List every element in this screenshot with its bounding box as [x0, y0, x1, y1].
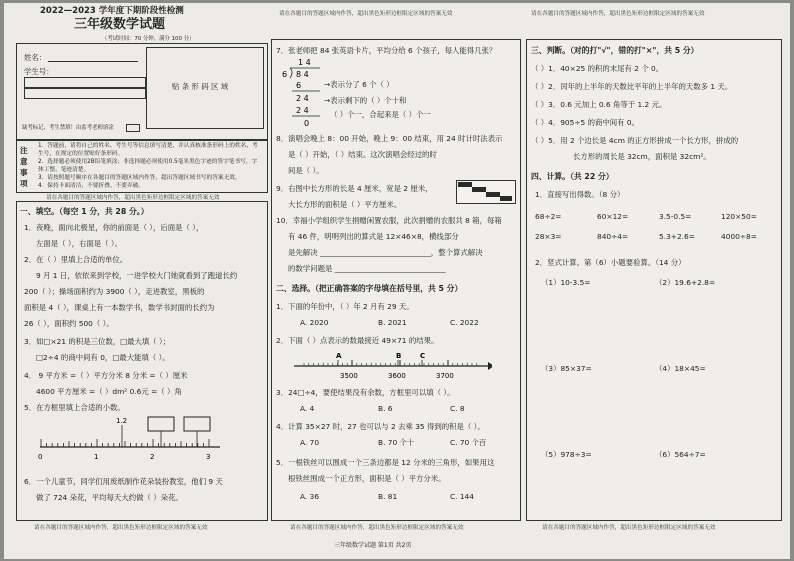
division-step-3: 2 4: [296, 106, 309, 115]
section-choice-title: 二、选择。（把正确答案的字母填在括号里，共 5 分）: [276, 284, 463, 293]
section-fill-blank-title: 一、填空。（每空 1 分，共 28 分。）: [20, 207, 149, 216]
section-calc-title: 四、计算。（共 22 分）: [531, 172, 614, 181]
choice-5-option-a[interactable]: A. 36: [300, 492, 320, 501]
q4-line-1: 4． 9 平方米 =（ ）平方分米 8 分米 =（ ）厘米: [24, 371, 188, 380]
tick-label-3700: 3700: [436, 372, 454, 380]
vertical-calc-title: 2．竖式计算。第（6）小题要验算。（14 分）: [535, 258, 686, 267]
q8-line-2: 是（ ）开始，（ ）结束。这次演唱会经过的时: [288, 150, 437, 159]
choice-5-option-c[interactable]: C. 144: [450, 492, 474, 501]
oral-2: 60×12=: [597, 212, 629, 221]
choice-4-option-b[interactable]: B. 70 个十: [378, 438, 415, 447]
judge-2: （ ）2．闰年的上半年的天数比平年的上半年的天数多 1 天。: [531, 82, 733, 91]
boundary-note-col1-top: 请在各题目的答题区域内作答，超出黑色矩形边框限定区域的答案无效: [46, 195, 220, 201]
notice-item-1: 1．答题前，请将自己的姓名、考生号等信息填写清楚，并认真核准条形码上的姓名、考生号，在规定的位置贴好条形码。: [38, 143, 258, 157]
q4-line-2: 4600 平方厘米 =（ ）dm² 0.6元 =（ ）角: [36, 387, 182, 396]
q8-line-3: 间是（ ）。: [288, 166, 324, 175]
figure-strip-3: [486, 192, 500, 197]
judge-4: （ ）4．905÷5 的商中间有 0。: [531, 118, 639, 127]
q3-line-1: 3．如□×21 的积是三位数，□最大填（ ）；: [24, 337, 171, 346]
judge-3: （ ）3．0.6 元加上 0.6 角等于 1.2 元。: [531, 100, 667, 109]
long-division: [280, 56, 340, 134]
answer-box-1[interactable]: [148, 417, 174, 431]
ruler-minor-ticks: [41, 439, 209, 447]
vertical-1: （1）10-3.5=: [541, 278, 591, 287]
choice-3-option-c[interactable]: C. 8: [450, 404, 465, 413]
q10-line-2: 有 46 件，明明列出的算式是 12×46×8，横线部分: [288, 232, 459, 241]
ruler-label: 1.2: [116, 417, 128, 425]
choice-5-line-1: 5．一根铁丝可以围成一个三条边都是 12 分米的三角形，如果用这: [276, 458, 495, 467]
choice-3-option-b[interactable]: B. 6: [378, 404, 393, 413]
choice-4-prompt: 4．计算 35×27 时，27 也可以与 2 去乘 35 得到的积是（ ）。: [276, 422, 485, 431]
q1-line-1: 1．夜晚，面向北极星，你的前面是（ ），后面是（ ），: [24, 223, 204, 232]
vertical-5: （5）978÷3=: [541, 450, 592, 459]
column-2: [271, 39, 521, 521]
page-footer: 三年级数学试题 第1页 共2页: [334, 542, 412, 549]
boundary-note-bottom-mid: 请在各题目的答题区域内作答，超出黑色矩形边框限定区域的答案无效: [290, 525, 464, 531]
q8-line-1: 8．演唱会晚上 8：00 开始，晚上 9：00 结束，用 24 时计时法表示: [276, 134, 503, 143]
ruler-tick-3: 3: [206, 453, 211, 461]
choice-3-prompt: 3．24□÷4，要使结果没有余数，方框里可以填（ ）。: [276, 388, 455, 397]
page-title: 三年级数学试题: [74, 17, 166, 32]
q5-prompt: 5．在方框里填上合适的小数。: [24, 403, 125, 412]
q10-line-1: 10．幸福小学组织学生捐赠闲置农服，此次捐赠的农服共 8 箱，每箱: [276, 216, 502, 225]
q6-line-2: 做了 724 朵花，平均每天大约做（ ）朵花。: [36, 493, 183, 502]
vertical-6: （6）564÷7=: [655, 450, 706, 459]
point-c-label: C: [420, 352, 426, 360]
division-quotient: 1 4: [298, 58, 311, 67]
choice-2-prompt: 2．下面（ ）点表示的数最接近 49×71 的结果。: [276, 336, 439, 345]
student-no-grid-2[interactable]: [24, 87, 146, 99]
choice-1-option-c[interactable]: C. 2022: [450, 318, 479, 327]
notice-item-4: 4．保持卡面清洁，不要折叠、不要弄破。: [38, 183, 144, 189]
q10-line-3: 是先解决 ______________________________，整个算式解决: [288, 248, 483, 257]
q9-line-2: 大长方形的面积是（ ）平方厘米。: [288, 200, 402, 209]
column-3: [526, 39, 782, 521]
ruler-tick-0: 0: [38, 453, 43, 461]
oral-4: 120×50=: [721, 212, 757, 221]
q7-blank-1: →表示分了 6 个（ ）: [324, 80, 394, 89]
boundary-note-top-mid: 请在各题目的答题区域内作答，超出黑色矩形边框限定区域的答案无效: [279, 11, 453, 17]
division-divisor: 6: [282, 70, 288, 79]
absent-checkbox[interactable]: [126, 124, 140, 132]
division-step-4: 0: [304, 119, 310, 128]
point-a-label: A: [336, 352, 342, 360]
oral-8: 4000÷8=: [721, 232, 757, 241]
choice-1-prompt: 1．下面的年份中，（ ）年 2 月有 29 天。: [276, 302, 414, 311]
division-step-1: 6: [296, 81, 302, 90]
judge-1: （ ）1．40×25 的积的末尾有 2 个 0。: [531, 64, 664, 73]
judge-5-cont: 长方形的周长是 32cm，面积是 32cm²。: [573, 152, 711, 161]
division-step-2: 2 4: [296, 94, 309, 103]
oral-6: 840÷4=: [597, 232, 629, 241]
q2-line-4: 面积是 4（ ），课桌上有一本数学书，数学书封面的长约为: [24, 303, 215, 312]
column-1: [16, 17, 268, 521]
choice-5-line-2: 根铁丝围成一个正方形，面积是（ ）平方分米。: [288, 474, 446, 483]
judge-5: （ ）5．用 2 个边长是 4cm 的正方形拼成一个长方形，拼成的: [531, 136, 739, 145]
choice-1-option-a[interactable]: A. 2020: [300, 318, 329, 327]
section-judge-title: 三、判断。（对的打"√"，错的打"×"，共 5 分）: [531, 46, 699, 55]
notice-item-2: 2．选择题必须使用2B铅笔填涂；非选择题必须使用0.5毫米黑色字迹的签字笔书写，字体工整、笔迹清楚。: [38, 159, 258, 173]
oral-3: 3.5-0.5=: [659, 212, 692, 221]
q1-line-2: 左面是（ ），右面是（ ）。: [36, 239, 122, 248]
notice-item-3: 3．请按照题号顺序在各题目的答题区域内作答，超出答题区域书写的答案无效。: [38, 175, 241, 181]
notice-label: 注意事项: [20, 146, 28, 188]
q2-line-5: 26（ ），面积约 500（ ）。: [24, 319, 114, 328]
division-dividend: 8 4: [296, 70, 309, 79]
exam-sheet: [4, 3, 790, 559]
number-line-ruler: [36, 413, 226, 465]
absent-note: 缺考标记，考生禁填！由监考老师填涂: [22, 125, 114, 131]
barcode-area-label: 贴 条 形 码 区 域: [172, 82, 229, 91]
figure-strip-1: [458, 182, 472, 187]
q9-line-1: 9．右图中长方形的长是 4 厘米，宽是 2 厘米，: [276, 184, 433, 193]
answer-box-2[interactable]: [184, 417, 210, 431]
choice-2-number-line: [292, 348, 492, 382]
choice-4-option-c[interactable]: C. 70 个百: [450, 438, 487, 447]
q6-line-1: 6．一个儿童节，同学们用废纸制作花朵装扮教室，他们 9 天: [24, 477, 223, 486]
vertical-4: （4）18×45=: [655, 364, 706, 373]
q2-line-3: 200（ ）；操场面积约为 3900（ ），走进教室，黑板的: [24, 287, 205, 296]
oral-calc-title: 1．直接写出得数。（8 分）: [535, 190, 625, 199]
name-label: 姓名：: [24, 53, 47, 62]
choice-4-option-a[interactable]: A. 70: [300, 438, 320, 447]
choice-5-option-b[interactable]: B. 81: [378, 492, 398, 501]
oral-1: 68÷2=: [535, 212, 562, 221]
q2-line-1: 2．在（ ）里填上合适的单位。: [24, 255, 128, 264]
q10-line-4: 的数学问题是 ______________________________: [288, 264, 446, 273]
boundary-note-bottom-left: 请在各题目的答题区域内作答，超出黑色矩形边框限定区域的答案无效: [34, 525, 208, 531]
vertical-2: （2）19.6+2.8=: [655, 278, 716, 287]
oral-7: 5.3+2.6=: [659, 232, 695, 241]
choice-2-arrowhead: [488, 362, 492, 370]
point-b-label: B: [396, 352, 402, 360]
ruler-tick-1: 1: [94, 453, 99, 461]
oral-5: 28×3=: [535, 232, 562, 241]
ruler-tick-2: 2: [150, 453, 155, 461]
name-line[interactable]: [48, 61, 138, 62]
q2-line-2: 9 月 1 日，依依来到学校，一进学校大门她就看到了跑道长约: [36, 271, 238, 280]
student-no-label: 学生号：: [24, 67, 54, 76]
tick-label-3500: 3500: [340, 372, 358, 380]
q7-blank-2: →表示剩下的（ ）个十和: [324, 96, 407, 105]
tick-label-3600: 3600: [388, 372, 406, 380]
boundary-note-bottom-right: 请在各题目的答题区域内作答，超出黑色矩形边框限定区域的答案无效: [542, 525, 716, 531]
q7-blank-3: （ ）个一，合起来是（ ）个一: [330, 110, 431, 119]
q3-line-2: □2÷4 的商中间有 0，□最大能填（ ）。: [36, 353, 170, 362]
time-note: （考试时间：70 分钟，满分 100 分）: [102, 36, 195, 42]
choice-3-option-a[interactable]: A. 4: [300, 404, 315, 413]
vertical-3: （3）85×37=: [541, 364, 592, 373]
school-year-heading: 2022—2023 学年度下期阶段性检测: [40, 6, 184, 16]
figure-strip-2: [472, 187, 486, 192]
boundary-note-top-right: 请在各题目的答题区域内作答，超出黑色矩形边框限定区域的答案无效: [531, 11, 705, 17]
choice-1-option-b[interactable]: B. 2021: [378, 318, 407, 327]
q7-prompt: 7．张老师把 84 张英语卡片，平均分给 6 个孩子，每人能得几张？: [276, 46, 497, 55]
figure-strip-4: [500, 196, 512, 201]
